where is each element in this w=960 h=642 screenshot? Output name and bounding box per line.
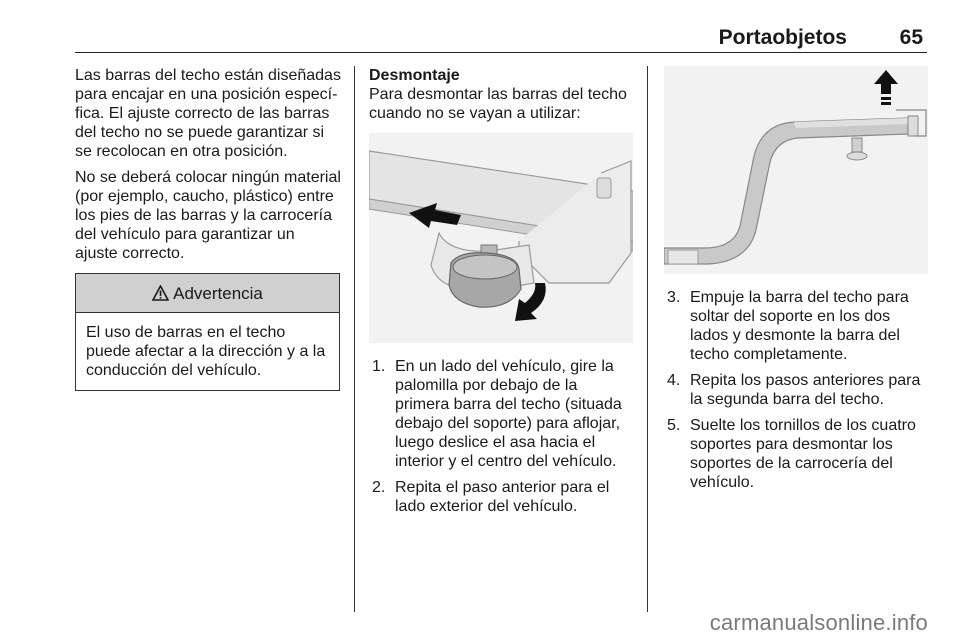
column-divider-2 <box>647 66 648 612</box>
watermark: carmanualsonline.info <box>709 610 928 635</box>
intro-paragraph: Las barras del techo están diseñadas para encajar en una posición especí-fica. El ajuste correcto de las barras del techo no se puede garantizar si se recolocan en otra posición. <box>75 67 341 160</box>
step-number: 1. <box>372 358 386 375</box>
warning-title: Advertencia <box>173 283 263 303</box>
page-header <box>75 22 927 53</box>
column-middle <box>369 66 633 523</box>
section-title: Portaobjetos <box>718 26 847 49</box>
warning-header <box>76 274 339 313</box>
step-number: 3. <box>667 289 681 306</box>
bar-removal-illustration <box>664 66 928 274</box>
step-text: En un lado del vehículo, gire la palomilla por debajo de la primera barra del techo (situada debajo del soporte) para aflojar, luego deslice el asa hacia el interior y el centro del vehículo. <box>395 358 622 470</box>
list-item <box>369 478 633 516</box>
list-item <box>369 357 633 471</box>
subheading-desmontaje: Desmontaje <box>369 67 460 84</box>
material-paragraph: No se deberá colocar ningún material (por ejemplo, caucho, plástico) entre los pies de las barras y la carrocería del vehículo para garantizar un ajuste correcto. <box>75 169 341 262</box>
column-left <box>75 66 341 391</box>
column-divider-1 <box>354 66 355 612</box>
warning-text: El uso de barras en el techo puede afectar a la dirección y a la conducción del vehículo. <box>86 324 326 379</box>
step-text: Repita el paso anterior para el lado exterior del vehículo. <box>395 479 610 515</box>
list-item <box>664 288 928 364</box>
step-text: Suelte los tornillos de los cuatro soportes para desmontar los soportes de la carrocería del vehículo. <box>690 417 916 491</box>
knob-illustration <box>369 133 633 343</box>
steps-list-2 <box>664 288 928 492</box>
step-text: Repita los pasos anteriores para la segunda barra del techo. <box>690 372 921 408</box>
step-text: Empuje la barra del techo para soltar del soporte en los dos lados y desmonte la barra del techo completamente. <box>690 289 909 363</box>
list-item <box>664 416 928 492</box>
warning-box <box>75 273 340 391</box>
column-right <box>664 66 928 499</box>
warning-triangle-icon <box>152 285 169 301</box>
desmontaje-intro: Para desmontar las barras del techo cuando no se vayan a utilizar: <box>369 86 627 122</box>
step-number: 5. <box>667 417 681 434</box>
list-item <box>664 371 928 409</box>
step-number: 4. <box>667 372 681 389</box>
steps-list-1 <box>369 357 633 516</box>
page-number: 65 <box>899 26 923 49</box>
step-number: 2. <box>372 479 386 496</box>
